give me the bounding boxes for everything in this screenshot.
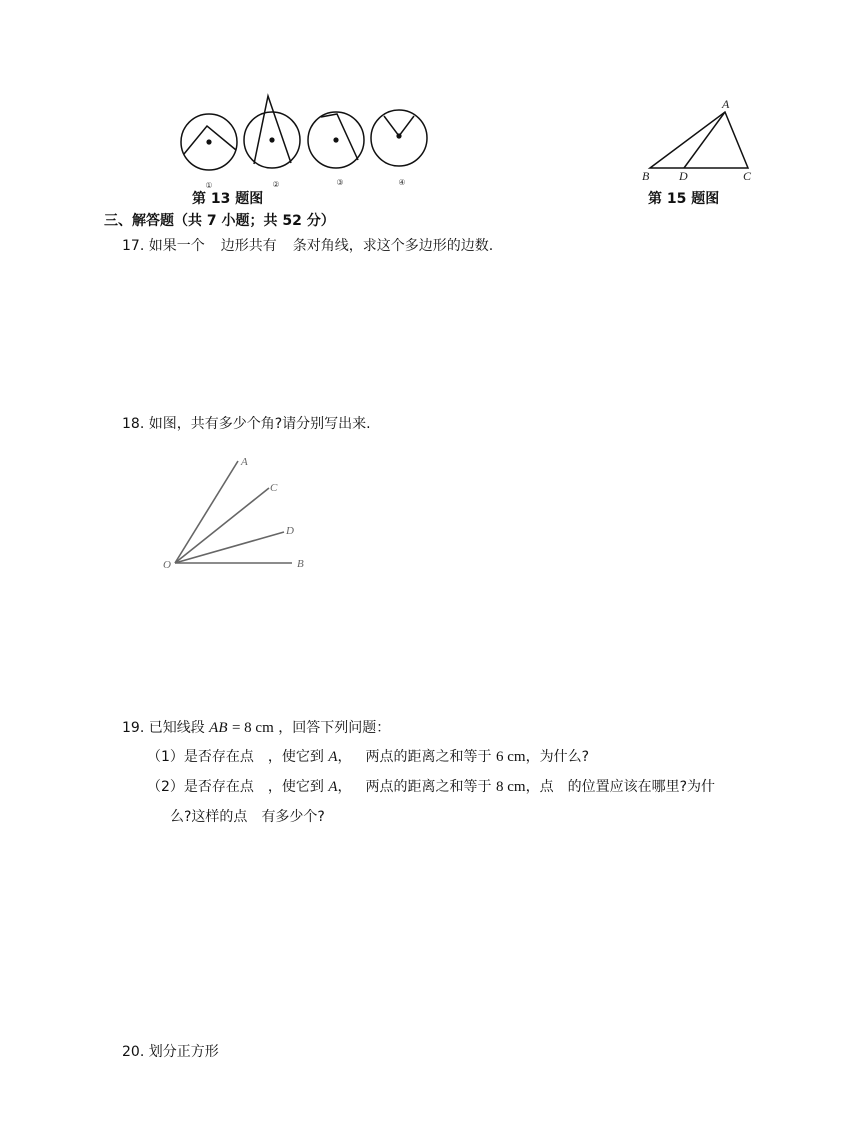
section-title: 三、解答题（共 7 小题；共 52 分）: [104, 213, 335, 229]
figure-15-caption: 第 15 题图: [648, 191, 720, 207]
sub-2-text-f: 的位置应该在哪里?为什: [567, 779, 716, 795]
question-19-sub-2: [147, 776, 715, 796]
figure-13-marker-4: ④: [398, 178, 406, 187]
question-19: [122, 717, 390, 737]
question-19-text-b: ，回答下列问题：: [278, 720, 391, 736]
figure-13-circle-4: [371, 110, 427, 166]
figure-18: [158, 452, 318, 576]
figure-13-marker-3: ③: [336, 178, 344, 187]
figure-13-circle-2: [244, 96, 300, 168]
figure-15-point-b: B: [642, 169, 650, 183]
question-18: [122, 413, 371, 433]
figure-18-point-d: D: [286, 525, 294, 537]
question-19-sub-1: [147, 746, 589, 766]
sub-2-text-d: 两点的距离之和等于: [365, 779, 492, 795]
figure-18-point-o: O: [163, 559, 171, 571]
sub-2-text-b: ，使它到: [267, 779, 324, 795]
sub-2-point: A: [328, 779, 338, 795]
figure-15-point-a: A: [722, 97, 730, 111]
question-19-text-a: 已知线段: [148, 720, 205, 736]
question-20-number: 20.: [122, 1044, 145, 1060]
sub-1-text-c: ，: [337, 749, 352, 765]
question-19-sub-2-cont: [170, 806, 325, 826]
sub-2-text-h: 有多少个?: [261, 809, 325, 825]
sub-2-value: 8 cm: [496, 779, 526, 795]
question-18-text: 如图，共有多少个角?请分别写出来.: [148, 416, 371, 432]
figure-13-marker-1: ①: [205, 181, 213, 190]
figure-13-circle-3: [308, 112, 364, 168]
figure-15-point-c: C: [743, 169, 752, 183]
sub-2-text-c: ，: [337, 779, 352, 795]
question-17-number: 17.: [122, 238, 145, 254]
figure-18-point-c: C: [270, 482, 278, 494]
question-17-text-a: 如果一个: [148, 238, 205, 254]
question-17: [122, 235, 493, 255]
figure-13: [170, 90, 440, 196]
figure-13-circle-1: [181, 114, 237, 170]
question-17-text-b: 边形共有: [220, 238, 277, 254]
sub-1-value: 6 cm: [496, 749, 526, 765]
question-17-text-c: 条对角线，求这个多边形的边数.: [292, 238, 494, 254]
sub-1-text-e: ，为什么?: [525, 749, 590, 765]
figure-13-marker-2: ②: [272, 180, 280, 189]
question-20: [122, 1041, 219, 1061]
sub-1-point: A: [328, 749, 338, 765]
sub-1-text-a: 是否存在点: [183, 749, 254, 765]
sub-2-text-e: ，点: [525, 779, 554, 795]
figure-18-point-b: B: [297, 558, 304, 570]
figure-18-point-a: A: [241, 456, 248, 468]
sub-2-text-g: 么?这样的点: [170, 809, 248, 825]
sub-1-label: （1）: [147, 749, 184, 765]
question-19-segment: AB: [209, 720, 228, 736]
sub-2-text-a: 是否存在点: [183, 779, 254, 795]
figure-15-point-d: D: [679, 169, 688, 183]
question-20-text: 划分正方形: [148, 1044, 219, 1060]
sub-1-text-d: 两点的距离之和等于: [365, 749, 492, 765]
figure-13-caption: 第 13 题图: [192, 191, 264, 207]
sub-1-text-b: ，使它到: [267, 749, 324, 765]
figure-15: [636, 96, 764, 186]
question-18-number: 18.: [122, 416, 145, 432]
sub-2-label: （2）: [147, 779, 184, 795]
question-19-length: = 8 cm: [231, 720, 274, 736]
question-19-number: 19.: [122, 720, 145, 736]
